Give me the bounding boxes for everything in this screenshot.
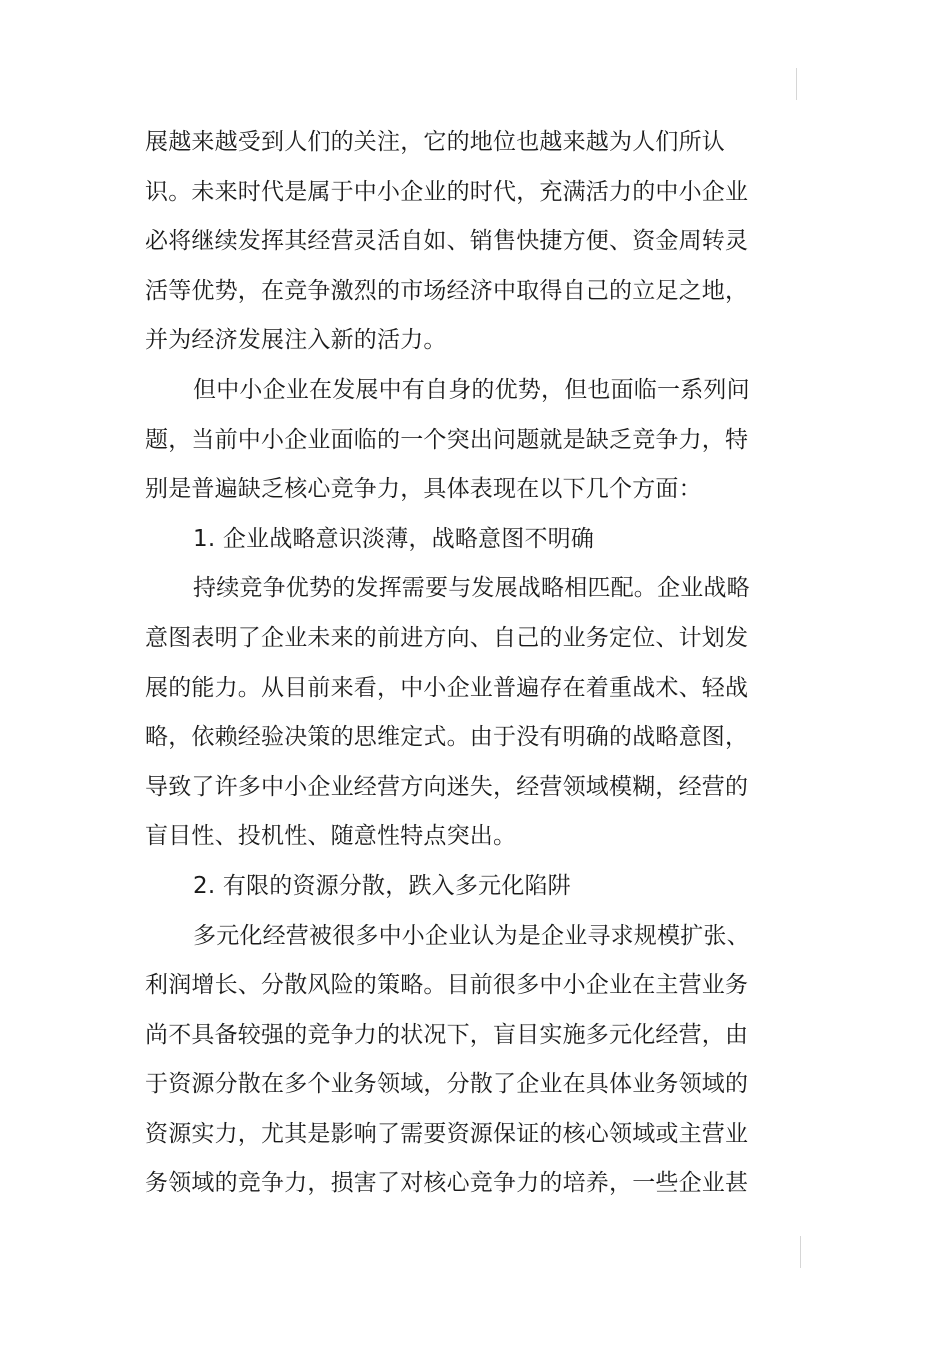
text-line: 识。未来时代是属于中小企业的时代，充满活力的中小企业	[145, 178, 749, 205]
text-line: 并为经济发展注入新的活力。	[145, 327, 447, 354]
text-line: 展的能力。从目前来看，中小企业普遍存在着重战术、轻战	[145, 674, 749, 701]
paragraph-start-line: 但中小企业在发展中有自身的优势，但也面临一系列问	[193, 376, 750, 403]
page-margin-mark	[796, 68, 797, 100]
text-line: 必将继续发挥其经营灵活自如、销售快捷方便、资金周转灵	[145, 228, 749, 255]
paragraph-start-line: 持续竞争优势的发挥需要与发展战略相匹配。企业战略	[193, 575, 750, 602]
text-line: 于资源分散在多个业务领域，分散了企业在具体业务领域的	[145, 1071, 749, 1098]
text-line: 尚不具备较强的竞争力的状况下，盲目实施多元化经营，由	[145, 1021, 749, 1048]
section-heading: 2. 有限的资源分散，跌入多元化陷阱	[193, 872, 571, 899]
text-line: 务领域的竞争力，损害了对核心竞争力的培养，一些企业甚	[145, 1170, 749, 1197]
text-line: 别是普遍缺乏核心竞争力，具体表现在以下几个方面：	[145, 476, 702, 503]
text-line: 利润增长、分散风险的策略。目前很多中小企业在主营业务	[145, 972, 749, 999]
text-line: 活等优势，在竞争激烈的市场经济中取得自己的立足之地，	[145, 277, 749, 304]
text-line: 意图表明了企业未来的前进方向、自己的业务定位、计划发	[145, 624, 749, 651]
text-line: 略，依赖经验决策的思维定式。由于没有明确的战略意图，	[145, 724, 749, 751]
text-line: 展越来越受到人们的关注，它的地位也越来越为人们所认	[145, 129, 725, 155]
text-line: 资源实力，尤其是影响了需要资源保证的核心领域或主营业	[145, 1120, 749, 1147]
text-line: 导致了许多中小企业经营方向迷失，经营领域模糊，经营的	[145, 773, 749, 800]
page-margin-mark	[800, 1236, 801, 1268]
text-line: 题，当前中小企业面临的一个突出问题就是缺乏竞争力，特	[145, 426, 749, 453]
document-body	[145, 118, 750, 1209]
section-heading: 1. 企业战略意识淡薄，战略意图不明确	[193, 525, 595, 552]
text-line: 盲目性、投机性、随意性特点突出。	[145, 823, 517, 850]
paragraph-start-line: 多元化经营被很多中小企业认为是企业寻求规模扩张、	[193, 922, 750, 949]
